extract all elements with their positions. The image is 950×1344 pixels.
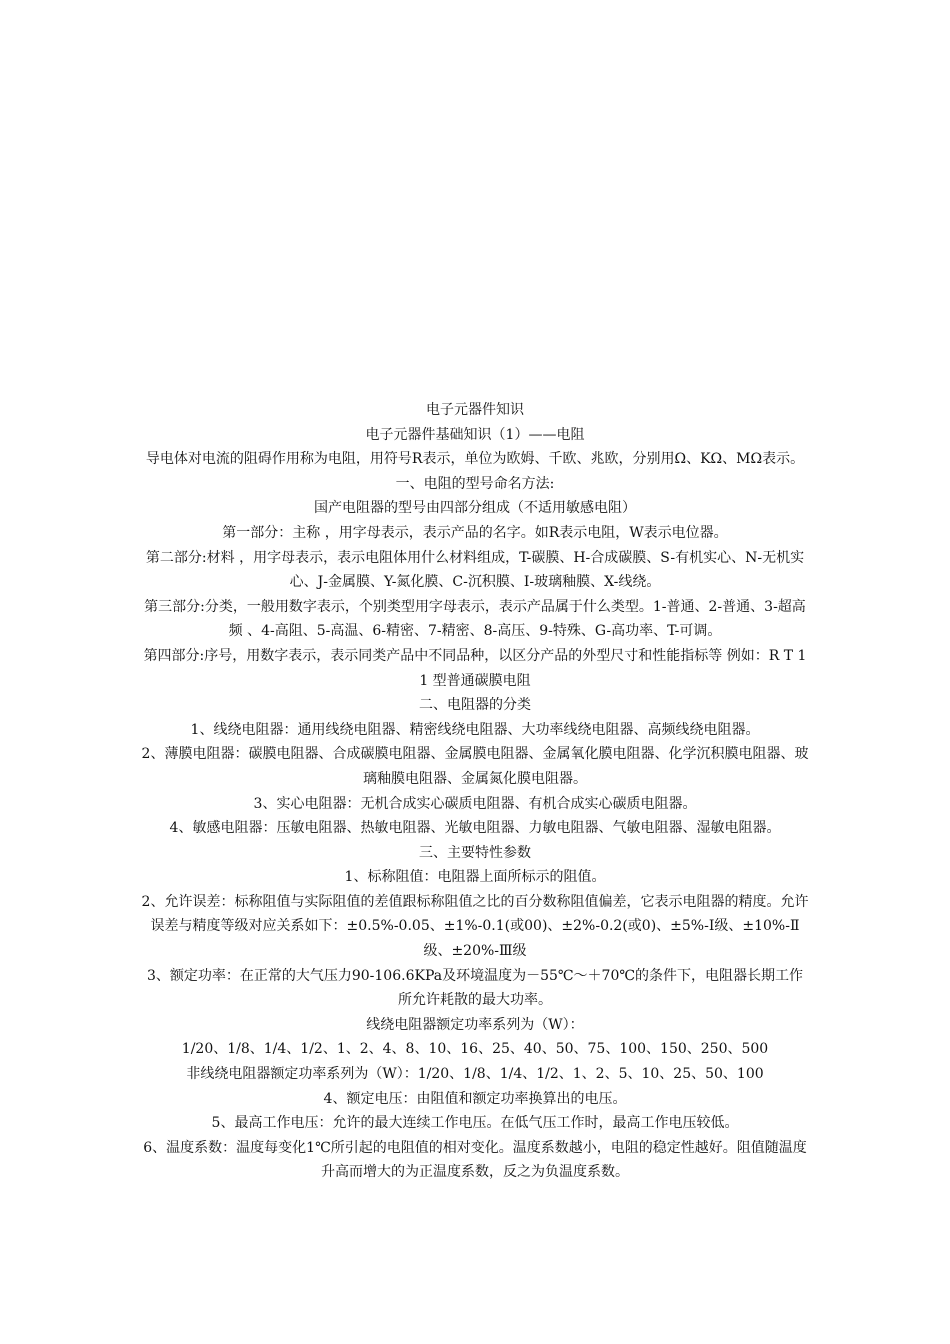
paragraph-intro: 导电体对电流的阻碍作用称为电阻，用符号R表示，单位为欧姆、千欧、兆欧，分别用Ω、KΩ、MΩ表示。一、电阻的型号命名方法: [145,451,805,492]
document-title: 电子元器件知识 [426,402,524,418]
paragraph-part-four: 第四部分:序号，用数字表示，表示同类产品中不同品种，以区分产品的外型尺寸和性能指标等 例如：R T 1 1 型普通碳膜电阻 [143,647,807,689]
paragraph-tolerance: 2、允许误差：标称阻值与实际阻值的差值跟标称阻值之比的百分数称阻值偏差，它表示电阻器的精度。允许误差与精度等级对应关系如下：±0.5%-0.05、±1%-0.1(或00)、±2%-0.2(或0)、±5%-Ⅰ级、±10%-Ⅱ级、±20%-Ⅲ级 [141,893,809,960]
paragraph-model-composition: 国产电阻器的型号由四部分组成（不适用敏感电阻） [314,500,636,517]
paragraph-rated-voltage: 4、额定电压：由阻值和额定功率换算出的电压。 [323,1090,627,1107]
paragraph-max-voltage: 5、最高工作电压：允许的最大连续工作电压。在低气压工作时，最高工作电压较低。 [211,1115,739,1132]
paragraph-wirewound-power-series: 1/20、1/8、1/4、1/2、1、2、4、8、10、16、25、40、50、75、100、150、250、500 [181,1041,769,1058]
paragraph-temperature-coefficient: 6、温度系数：温度每变化1℃所引起的电阻值的相对变化。温度系数越小，电阻的稳定性越好。阻值随温度升高而增大的为正温度系数，反之为负温度系数。 [143,1139,807,1181]
paragraph-part-three: 第三部分:分类，一般用数字表示，个别类型用字母表示，表示产品属于什么类型。1-普通、2-普通、3-超高频 、4-高阻、5-高温、6-精密、7-精密、8-高压、9-特殊、G-高功率、T-可调。 [144,598,806,640]
paragraph-part-two: 第二部分:材料 ，用字母表示，表示电阻体用什么材料组成，T-碳膜、H-合成碳膜、S-有机实心、N-无机实心、J-金属膜、Y-氮化膜、C-沉积膜、I-玻璃釉膜、X-线绕。 [145,549,805,591]
paragraph-nominal-value: 1、标称阻值：电阻器上面所标示的阻值。 [344,869,606,886]
document-body [140,398,810,1185]
paragraph-non-wirewound-power-series: 非线绕电阻器额定功率系列为（W）：1/20、1/8、1/4、1/2、1、2、5、10、25、50、100 [186,1066,764,1083]
paragraph-wirewound: 1、线绕电阻器：通用线绕电阻器、精密线绕电阻器、大功率线绕电阻器、高频线绕电阻器。 [190,721,760,738]
paragraph-thin-film: 2、薄膜电阻器：碳膜电阻器、合成碳膜电阻器、金属膜电阻器、金属氧化膜电阻器、化学沉积膜电阻器、玻璃釉膜电阻器、金属氮化膜电阻器。 [141,746,809,787]
paragraph-part-one: 第一部分：主称 ，用字母表示，表示产品的名字。如R表示电阻，W表示电位器。 [222,524,728,541]
section-heading-parameters: 三、主要特性参数 [419,844,531,861]
section-heading-classification: 二、电阻器的分类 [419,697,531,714]
paragraph-wirewound-power-heading: 线绕电阻器额定功率系列为（W）： [366,1016,584,1033]
paragraph-rated-power: 3、额定功率：在正常的大气压力90-106.6KPa及环境温度为－55℃～＋70℃的条件下，电阻器长期工作所允许耗散的最大功率。 [146,967,804,1009]
paragraph-solid: 3、实心电阻器：无机合成实心碳质电阻器、有机合成实心碳质电阻器。 [253,795,697,812]
paragraph-sensitive: 4、敏感电阻器：压敏电阻器、热敏电阻器、光敏电阻器、力敏电阻器、气敏电阻器、湿敏电阻器。 [169,820,781,837]
document-subtitle: 电子元器件基础知识（1）——电阻 [365,426,585,443]
